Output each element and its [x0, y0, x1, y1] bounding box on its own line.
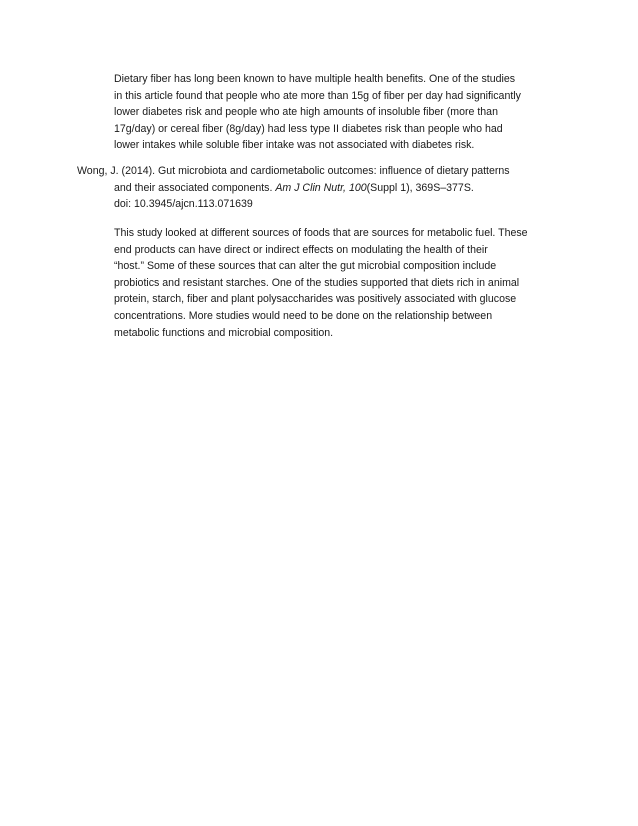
text-line: Dietary fiber has long been known to have multiple health benefits. One of the studies	[114, 73, 516, 85]
citation-line-2	[77, 180, 577, 197]
citation-wong-2014	[77, 163, 577, 213]
text-line: 17g/day) or cereal fiber (8g/day) had less type II diabetes risk than people who had	[114, 122, 503, 135]
citation-volume: 100	[348, 181, 367, 194]
text-line: “host.” Some of these sources that can alter the gut microbial composition include	[114, 260, 497, 273]
text-line: concentrations. More studies would need to be done on the relationship between	[114, 309, 493, 322]
citation-pages: (Suppl 1), 369S–377S.	[366, 181, 474, 194]
citation-journal: Am J Clin Nutr,	[275, 181, 349, 194]
text-line: protein, starch, fiber and plant polysaccharides was positively associated with glucose	[114, 293, 517, 306]
text-line: metabolic functions and microbial composition.	[114, 326, 334, 339]
annotation-paragraph-microbiota	[114, 225, 576, 341]
citation-line-1: Wong, J. (2014). Gut microbiota and cardiometabolic outcomes: influence of dietary patterns	[77, 165, 510, 177]
annotation-paragraph-fiber	[114, 71, 574, 154]
text-line: lower intakes while soluble fiber intake was not associated with diabetes risk.	[114, 139, 475, 152]
citation-doi: doi: 10.3945/ajcn.113.071639	[114, 198, 253, 211]
text-line: lower diabetes risk and people who ate high amounts of insoluble fiber (more than	[114, 106, 498, 119]
citation-title-end: and their associated components.	[114, 181, 276, 194]
text-line: This study looked at different sources of foods that are sources for metabolic fuel. These	[114, 227, 528, 239]
text-line: in this article found that people who ate more than 15g of fiber per day had significantly	[114, 89, 521, 102]
text-line: probiotics and resistant starches. One of the studies supported that diets rich in animal	[114, 276, 520, 289]
text-line: end products can have direct or indirect effects on modulating the health of their	[114, 243, 488, 256]
